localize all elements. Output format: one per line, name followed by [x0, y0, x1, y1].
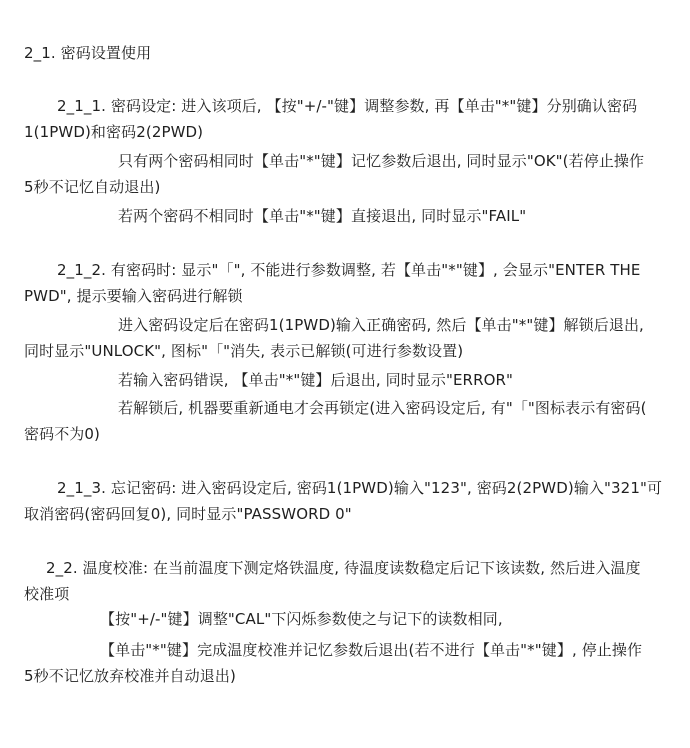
- subsection-title-2-1-2-continued: PWD", 提示要输入密码进行解锁: [24, 287, 243, 305]
- paragraph-same-passwords-continued: 5秒不记忆自动退出): [24, 178, 161, 196]
- paragraph-adjust-cal: 【按"+/-"键】调整"CAL"下闪烁参数使之与记下的读数相同,: [100, 610, 503, 628]
- section-title-2-2-continued: 校准项: [24, 585, 70, 603]
- section-heading-2-1: 2_1. 密码设置使用: [24, 44, 152, 62]
- paragraph-unlock: 进入密码设定后在密码1(1PWD)输入正确密码, 然后【单击"*"键】解锁后退出,: [118, 316, 644, 334]
- paragraph-relock: 若解锁后, 机器要重新通电才会再锁定(进入密码设定后, 有"「"图标表示有密码(: [118, 399, 647, 417]
- paragraph-same-passwords: 只有两个密码相同时【单击"*"键】记忆参数后退出, 同时显示"OK"(若停止操作: [118, 152, 645, 170]
- paragraph-relock-continued: 密码不为0): [24, 425, 100, 443]
- paragraph-unlock-continued: 同时显示"UNLOCK", 图标"「"消失, 表示已解锁(可进行参数设置): [24, 342, 464, 360]
- subsection-title-2-1-3-continued: 取消密码(密码回复0), 同时显示"PASSWORD 0": [24, 505, 352, 523]
- paragraph-confirm-calibration: 【单击"*"键】完成温度校准并记忆参数后退出(若不进行【单击"*"键】, 停止操作: [100, 641, 643, 659]
- section-title-2-2: 2_2. 温度校准: 在当前温度下测定烙铁温度, 待温度读数稳定后记下该读数, 然后进入温度: [46, 559, 641, 577]
- subsection-title-2-1-1-continued: 1(1PWD)和密码2(2PWD): [24, 123, 204, 141]
- paragraph-wrong-password: 若输入密码错误, 【单击"*"键】后退出, 同时显示"ERROR": [118, 371, 514, 389]
- subsection-title-2-1-1: 2_1_1. 密码设定: 进入该项后, 【按"+/-"键】调整参数, 再【单击"*"键】分别确认密码: [57, 97, 638, 115]
- subsection-title-2-1-3: 2_1_3. 忘记密码: 进入密码设定后, 密码1(1PWD)输入"123", 密码2(2PWD)输入"321"可: [57, 479, 663, 497]
- paragraph-confirm-calibration-continued: 5秒不记忆放弃校准并自动退出): [24, 667, 236, 685]
- subsection-title-2-1-2: 2_1_2. 有密码时: 显示"「", 不能进行参数调整, 若【单击"*"键】, 会显示"ENTER THE: [57, 261, 641, 279]
- paragraph-different-passwords: 若两个密码不相同时【单击"*"键】直接退出, 同时显示"FAIL": [118, 207, 527, 225]
